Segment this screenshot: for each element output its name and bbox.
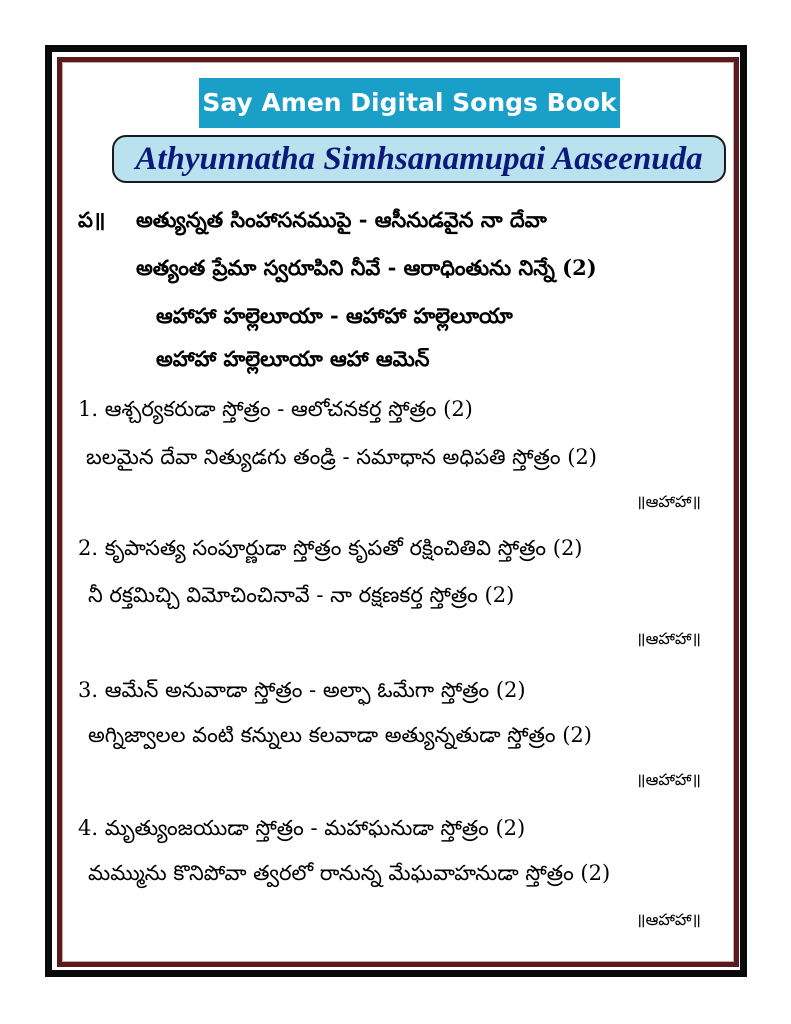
verse-refrain: ॥ఆహాహా॥ bbox=[636, 492, 701, 511]
chorus-marker: ప॥ bbox=[78, 207, 106, 232]
verse-line: 4. మృత్యుంజయుడా స్తోత్రం - మహాఘనుడా స్తోత్రం (2) bbox=[78, 816, 526, 840]
verse-line: 3. ఆమేన్ అనువాడా స్తోత్రం - అల్ఫా ఓమేగా స్తోత్రం (2) bbox=[78, 678, 526, 702]
verse-refrain: ॥ఆహాహా॥ bbox=[636, 770, 701, 789]
verse-line: అగ్నిజ్వాలల వంటి కన్నులు కలవాడా అత్యున్నతుడా స్తోత్రం (2) bbox=[88, 723, 592, 747]
verse-refrain: ॥ఆహాహా॥ bbox=[636, 629, 701, 648]
chorus-line: అహాహా హల్లెలూయా ఆహా ఆమెన్ bbox=[156, 346, 430, 371]
verse-line: మమ్మును కొనిపోవా త్వరలో రానున్న మేఘవాహనుడా స్తోత్రం (2) bbox=[88, 861, 611, 885]
verse-line: నీ రక్తమిచ్చి విమోచించినావే - నా రక్షణకర్త స్తోత్రం (2) bbox=[88, 583, 515, 607]
verse-refrain: ॥ఆహాహా॥ bbox=[636, 910, 701, 929]
verse-line: బలమైన దేవా నిత్యుడగు తండ్రి - సమాధాన అధిపతి స్తోత్రం (2) bbox=[86, 445, 597, 469]
chorus-line: ఆహాహా హల్లెలూయా - ఆహాహా హల్లెలూయా bbox=[156, 303, 513, 328]
chorus-line: అత్యంత ప్రేమా స్వరూపిని నీవే - ఆరాధింతును నిన్నే (2) bbox=[136, 255, 597, 280]
verse-line: 2. కృపాసత్య సంపూర్ణుడా స్తోత్రం కృపతో రక్షించితివి స్తోత్రం (2) bbox=[78, 536, 583, 560]
verse-line: 1. ఆశ్చర్యకరుడా స్తోత్రం - ఆలోచనకర్త స్తోత్రం (2) bbox=[78, 397, 473, 421]
banner: Say Amen Digital Songs Book bbox=[199, 78, 620, 128]
song-title: Athyunnatha Simhsanamupai Aaseenuda bbox=[112, 135, 726, 183]
chorus-line: అత్యున్నత సింహాసనముపై - ఆసీనుడవైన నా దేవా bbox=[136, 207, 547, 232]
